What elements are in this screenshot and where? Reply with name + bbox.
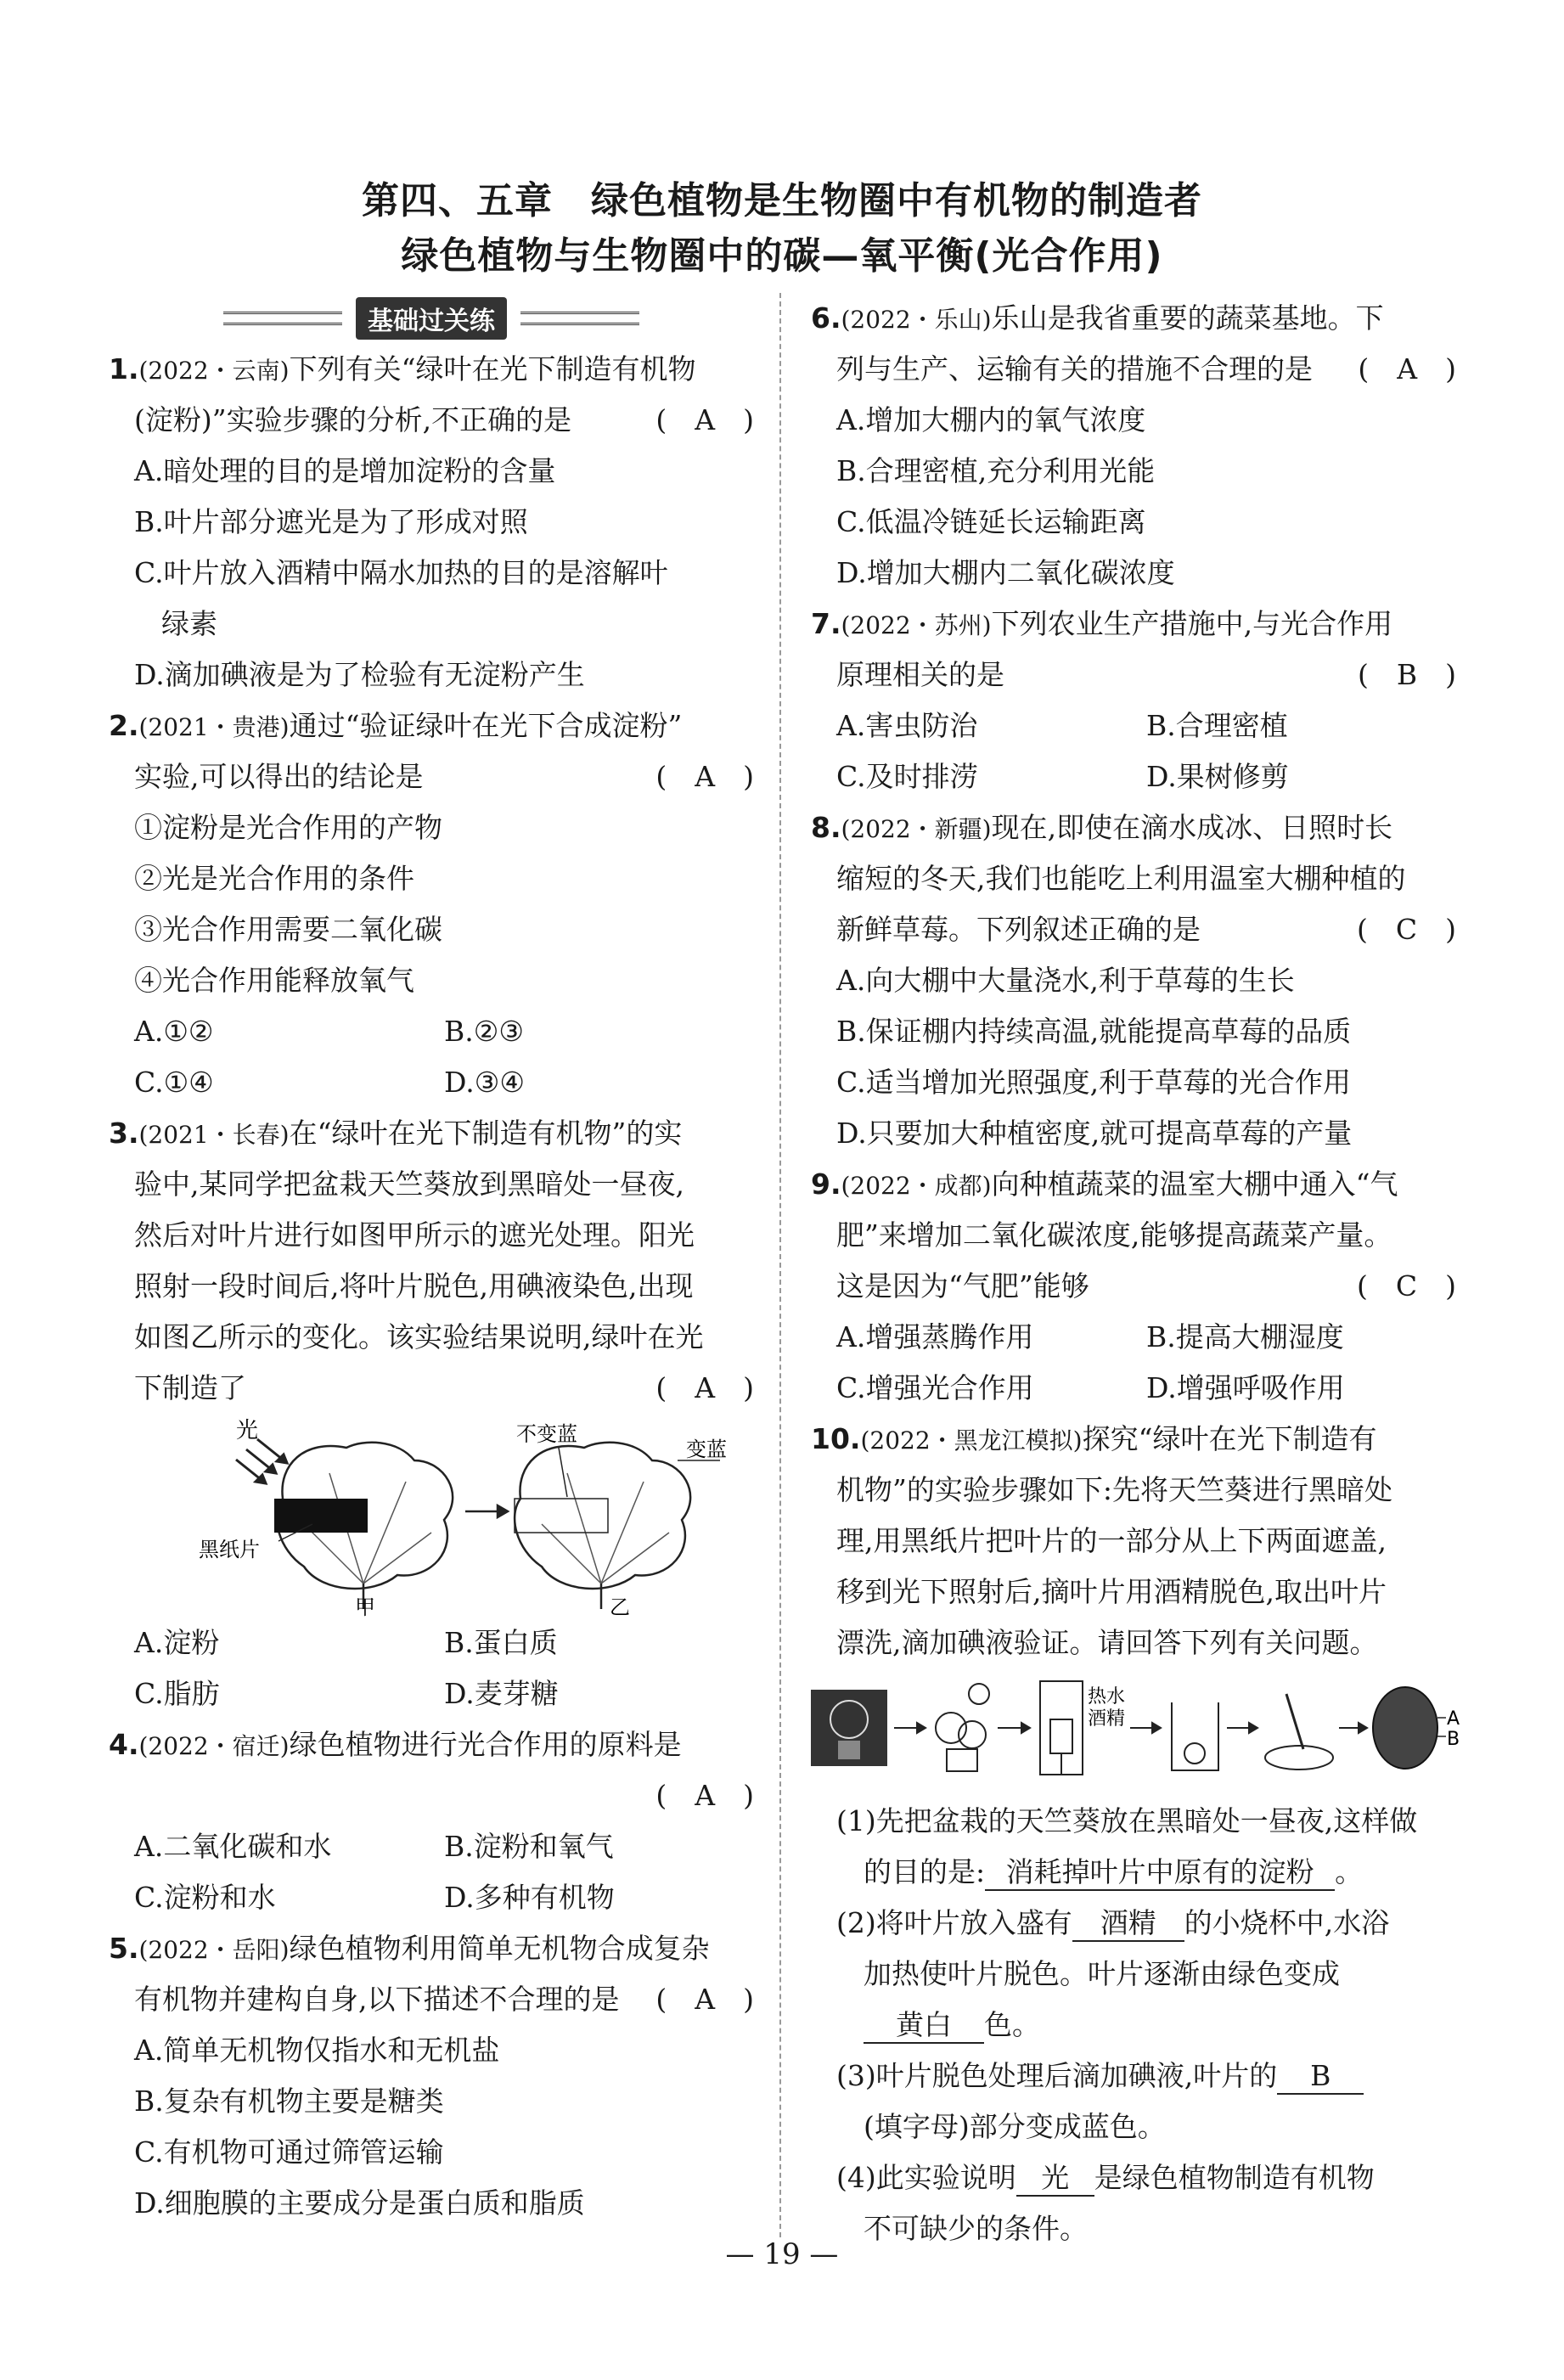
q9-stem-3 [811, 1261, 1456, 1312]
q5-answer: ( A ) [655, 1983, 754, 2016]
q4-options-ab [109, 1821, 754, 1872]
q3-options-ab [109, 1618, 754, 1668]
q2-number: 2. [109, 709, 139, 742]
q5-stem-1 [109, 1923, 754, 1974]
q3-option-b: B.蛋白质 [444, 1626, 558, 1659]
process-arrow-icon [465, 1505, 508, 1517]
q10-part1-end: 。 [1335, 1855, 1364, 1888]
fig-label-alcohol: 酒精 [1088, 1708, 1126, 1730]
q8-stem-2: 缩短的冬天,我们也能吃上利用温室大棚种植的 [836, 862, 1406, 895]
q10-part3-answer: B [1277, 2059, 1364, 2095]
q2-options-ab [109, 1006, 754, 1057]
step-arrow-1 [894, 1723, 925, 1733]
q10-part1-text: 的目的是: [864, 1855, 986, 1888]
q10-figure [811, 1668, 1460, 1796]
q2-stem-1 [109, 700, 754, 751]
q5-number: 5. [109, 1932, 139, 1965]
q9-text-3: 这是因为“气肥”能够 [836, 1269, 1089, 1303]
q10-number: 10. [811, 1422, 861, 1455]
q5-text-1: 绿色植物利用简单无机物合成复杂 [289, 1932, 710, 1965]
q10-stem-4: 移到光下照射后,摘叶片用酒精脱色,取出叶片 [836, 1575, 1387, 1608]
q4-stem-1 [109, 1719, 754, 1770]
q1-source: (2022・云南) [138, 357, 290, 385]
q1-stem-1 [109, 344, 754, 395]
q10-experiment-steps [811, 1668, 1460, 1796]
q9-stem-1 [811, 1159, 1456, 1210]
q6-text-2: 列与生产、运输有关的措施不合理的是 [836, 352, 1313, 385]
page-subtitle: 绿色植物与生物圈中的碳—氧平衡(光合作用) [401, 234, 1163, 278]
step-arrow-4 [1227, 1723, 1257, 1733]
fig-label-jia: 甲 [355, 1595, 375, 1619]
step-arrow-2 [998, 1723, 1030, 1733]
q10-stem-5: 漂洗,滴加碘液验证。请回答下列有关问题。 [836, 1626, 1378, 1659]
q3-stem-3: 然后对叶片进行如图甲所示的遮光处理。阳光 [134, 1218, 695, 1252]
q5-option-b: B.复杂有机物主要是糖类 [134, 2085, 444, 2118]
q3-option-d: D.麦芽糖 [444, 1677, 559, 1710]
q3-stem-1 [109, 1108, 754, 1159]
q5-option-a: A.简单无机物仅指水和无机盐 [134, 2034, 500, 2067]
q3-answer: ( A ) [655, 1371, 754, 1404]
q2-option-b: B.②③ [444, 1015, 524, 1048]
q9-option-c: C.增强光合作用 [836, 1371, 1034, 1404]
no-blue-region [515, 1499, 608, 1533]
fig-label-b: B [1447, 1729, 1460, 1750]
q5-source: (2022・岳阳) [138, 1936, 290, 1964]
q3-text-1: 在“绿叶在光下制造有机物”的实 [289, 1117, 683, 1150]
q9-options-cd [811, 1363, 1456, 1414]
q9-text-1: 向种植蔬菜的温室大棚中通入“气 [991, 1167, 1398, 1201]
q10-part1-answer: 消耗掉叶片中原有的淀粉 [985, 1855, 1335, 1891]
q3-option-c: C.脂肪 [134, 1677, 220, 1710]
q7-stem-1 [811, 599, 1456, 650]
q10-part2-text-d: 色。 [984, 2008, 1040, 2041]
q10-part2-text-b: 的小烧杯中,水浴 [1184, 1906, 1390, 1939]
banner-rule-left [223, 312, 342, 325]
q2-options-cd [109, 1057, 754, 1108]
fig-label-yi: 乙 [610, 1595, 630, 1619]
q1-option-b: B.叶片部分遮光是为了形成对照 [134, 505, 528, 538]
q7-stem-2 [811, 650, 1456, 700]
q4-source: (2022・宿迁) [138, 1732, 290, 1760]
q5-option-d: D.细胞膜的主要成分是蛋白质和脂质 [134, 2186, 585, 2220]
q2-statement-1: ①淀粉是光合作用的产物 [134, 811, 442, 844]
q4-number: 4. [109, 1728, 139, 1761]
q10-part2-line1 [811, 1898, 1456, 1949]
q10-part1-line2 [811, 1847, 1456, 1898]
q10-part2-line2: 加热使叶片脱色。叶片逐渐由绿色变成 [864, 1957, 1340, 1990]
q8-option-b: B.保证棚内持续高温,就能提高草莓的品质 [836, 1015, 1352, 1048]
q10-part3-line1 [811, 2051, 1456, 2101]
q6-stem-2 [811, 344, 1456, 395]
fig-label-black-paper: 黑纸片 [199, 1538, 260, 1561]
q7-answer: ( B ) [1358, 658, 1456, 691]
q7-option-a: A.害虫防治 [836, 709, 978, 742]
q6-option-b: B.合理密植,充分利用光能 [836, 454, 1156, 487]
q2-option-c: C.①④ [134, 1066, 214, 1099]
q4-options-cd [109, 1872, 754, 1923]
q10-stem-3: 理,用黑纸片把叶片的一部分从上下两面遮盖, [836, 1524, 1387, 1557]
q2-option-d: D.③④ [444, 1066, 525, 1099]
q8-option-a: A.向大棚中大量浇水,利于草莓的生长 [836, 964, 1295, 997]
page-number: — 19 — [725, 2237, 839, 2271]
q3-text-6: 下制造了 [134, 1371, 246, 1404]
q1-text-2: (淀粉)”实验步骤的分析,不正确的是 [134, 403, 572, 436]
q4-option-a: A.二氧化碳和水 [134, 1830, 332, 1863]
page-title: 第四、五章 绿色植物是生物圈中有机物的制造者 [362, 179, 1202, 222]
q1-option-a: A.暗处理的目的是增加淀粉的含量 [134, 454, 556, 487]
right-column [811, 293, 1460, 2254]
q8-text-3: 新鲜草莓。下列叙述正确的是 [836, 913, 1201, 946]
q7-option-d: D.果树修剪 [1146, 760, 1289, 793]
q7-number: 7. [811, 607, 841, 640]
q8-option-c: C.适当增加光照强度,利于草莓的光合作用 [836, 1066, 1352, 1099]
leaf-yi-veins [542, 1473, 669, 1584]
q2-statement-4: ④光合作用能释放氧气 [134, 964, 414, 997]
q2-answer: ( A ) [655, 760, 754, 793]
q9-stem-2: 肥”来增加二氧化碳浓度,能够提高蔬菜产量。 [836, 1218, 1392, 1252]
fig-label-hot-water: 热水 [1088, 1686, 1126, 1708]
q10-part4-text-a: (4)此实验说明 [836, 2161, 1016, 2194]
q8-stem-1 [811, 802, 1456, 853]
q3-options-cd [109, 1668, 754, 1719]
q3-option-a: A.淀粉 [134, 1626, 220, 1659]
q7-options-cd [811, 751, 1456, 802]
q10-part2-answer-1: 酒精 [1072, 1906, 1184, 1942]
q10-stem-2: 机物”的实验步骤如下:先将天竺葵进行黑暗处 [836, 1473, 1392, 1506]
q2-text-2: 实验,可以得出的结论是 [134, 760, 424, 793]
q10-part2-line3 [811, 2000, 1456, 2051]
banner-label: 基础过关练 [356, 297, 507, 340]
section-banner [109, 293, 754, 344]
q10-part4-line1 [811, 2152, 1456, 2203]
q9-options-ab [811, 1312, 1456, 1363]
q8-stem-3 [811, 904, 1456, 955]
q4-option-c: C.淀粉和水 [134, 1881, 276, 1914]
dropper-icon [1286, 1694, 1303, 1749]
q3-leaf-diagram [109, 1414, 754, 1618]
q2-statement-3: ③光合作用需要二氧化碳 [134, 913, 442, 946]
dish-icon [1265, 1746, 1333, 1770]
q4-option-b: B.淀粉和氧气 [444, 1830, 614, 1863]
plant-icon [936, 1713, 966, 1743]
q3-source: (2021・长春) [138, 1121, 290, 1149]
step-arrow-5 [1339, 1723, 1367, 1733]
q3-number: 3. [109, 1117, 139, 1150]
q3-stem-4: 照射一段时间后,将叶片脱色,用碘液染色,出现 [134, 1269, 694, 1303]
q10-part4-answer: 光 [1016, 2161, 1094, 2197]
q6-number: 6. [811, 301, 841, 335]
q9-option-d: D.增强呼吸作用 [1146, 1371, 1345, 1404]
q4-option-d: D.多种有机物 [444, 1881, 615, 1914]
leaf-yi-icon [515, 1443, 690, 1589]
q7-option-c: C.及时排涝 [836, 760, 978, 793]
q1-number: 1. [109, 352, 139, 385]
sun-icon [969, 1684, 989, 1704]
q10-source: (2022・黑龙江模拟) [860, 1426, 1083, 1454]
q1-option-d: D.滴加碘液是为了检验有无淀粉产生 [134, 658, 585, 691]
black-paper-icon [274, 1499, 368, 1533]
q5-text-2: 有机物并建构自身,以下描述不合理的是 [134, 1983, 620, 2016]
q3-stem-2: 验中,某同学把盆栽天竺葵放到黑暗处一昼夜, [134, 1167, 684, 1201]
q10-part4-text-b: 是绿色植物制造有机物 [1094, 2161, 1375, 2194]
q8-source: (2022・新疆) [841, 815, 992, 843]
q6-source: (2022・乐山) [841, 306, 992, 334]
q2-source: (2021・贵港) [138, 713, 290, 741]
q10-part2-answer-2: 黄白 [864, 2008, 984, 2044]
q7-option-b: B.合理密植 [1146, 709, 1288, 742]
q4-answer-line [109, 1770, 754, 1821]
q5-option-c: C.有机物可通过筛管运输 [134, 2135, 444, 2169]
q9-source: (2022・成都) [841, 1172, 992, 1200]
q3-figure [109, 1414, 754, 1618]
q2-stem-2 [109, 751, 754, 802]
q10-part1-line1: (1)先把盆栽的天竺葵放在黑暗处一昼夜,这样做 [836, 1804, 1418, 1837]
q6-option-a: A.增加大棚内的氧气浓度 [836, 403, 1146, 436]
q3-stem-6 [109, 1363, 754, 1414]
step-arrow-3 [1130, 1723, 1161, 1733]
q10-stem-1 [811, 1414, 1456, 1465]
q7-text-1: 下列农业生产措施中,与光合作用 [991, 607, 1393, 640]
q10-part3-line2: (填字母)部分变成蓝色。 [864, 2110, 1166, 2143]
q1-text-1: 下列有关“绿叶在光下制造有机物 [289, 352, 696, 385]
q2-option-a: A.①② [134, 1015, 214, 1048]
q8-option-d: D.只要加大种植密度,就可提高草莓的产量 [836, 1117, 1353, 1150]
q8-text-1: 现在,即使在滴水成冰、日照时长 [991, 811, 1393, 844]
q6-answer: ( A ) [1358, 352, 1456, 385]
fig-label-a: A [1447, 1708, 1460, 1730]
q6-option-c: C.低温冷链延长运输距离 [836, 505, 1146, 538]
q6-stem-1 [811, 293, 1456, 344]
q6-option-d: D.增加大棚内二氧化碳浓度 [836, 556, 1175, 589]
q9-answer: ( C ) [1357, 1269, 1456, 1303]
column-divider [779, 293, 781, 2237]
result-leaf-icon [1373, 1687, 1437, 1769]
q10-part3-text-a: (3)叶片脱色处理后滴加碘液,叶片的 [836, 2059, 1278, 2092]
fig-label-no-blue: 不变蓝 [516, 1422, 577, 1446]
q7-options-ab [811, 700, 1456, 751]
left-column [109, 293, 754, 2229]
q6-text-1: 乐山是我省重要的蔬菜基地。下 [991, 301, 1384, 335]
fig-label-light: 光 [236, 1418, 259, 1443]
q9-option-b: B.提高大棚湿度 [1146, 1320, 1344, 1353]
q4-answer: ( A ) [655, 1779, 754, 1812]
q7-source: (2022・苏州) [841, 611, 992, 639]
q9-number: 9. [811, 1167, 841, 1201]
q1-option-c: C.叶片放入酒精中隔水加热的目的是溶解叶 [134, 556, 668, 589]
fig-label-blue: 变蓝 [686, 1438, 727, 1461]
q10-text-1: 探究“绿叶在光下制造有 [1082, 1422, 1377, 1455]
q10-part2-text-a: (2)将叶片放入盛有 [836, 1906, 1072, 1939]
q4-text-1: 绿色植物进行光合作用的原料是 [289, 1728, 682, 1761]
q10-part4-line2: 不可缺少的条件。 [864, 2212, 1088, 2245]
banner-rule-right [520, 312, 639, 325]
q1-stem-2 [109, 395, 754, 446]
q5-stem-2 [109, 1974, 754, 2025]
q3-stem-5: 如图乙所示的变化。该实验结果说明,绿叶在光 [134, 1320, 704, 1353]
q1-answer: ( A ) [655, 403, 754, 436]
beaker-icon [1172, 1702, 1218, 1770]
q2-text-1: 通过“验证绿叶在光下合成淀粉” [289, 709, 683, 742]
q1-option-c-cont: 绿素 [161, 607, 217, 640]
q7-text-2: 原理相关的是 [836, 658, 1004, 691]
q8-number: 8. [811, 811, 841, 844]
q8-answer: ( C ) [1357, 913, 1456, 946]
q2-statement-2: ②光是光合作用的条件 [134, 862, 414, 895]
q9-option-a: A.增强蒸腾作用 [836, 1320, 1034, 1353]
light-arrows-icon [236, 1439, 287, 1483]
